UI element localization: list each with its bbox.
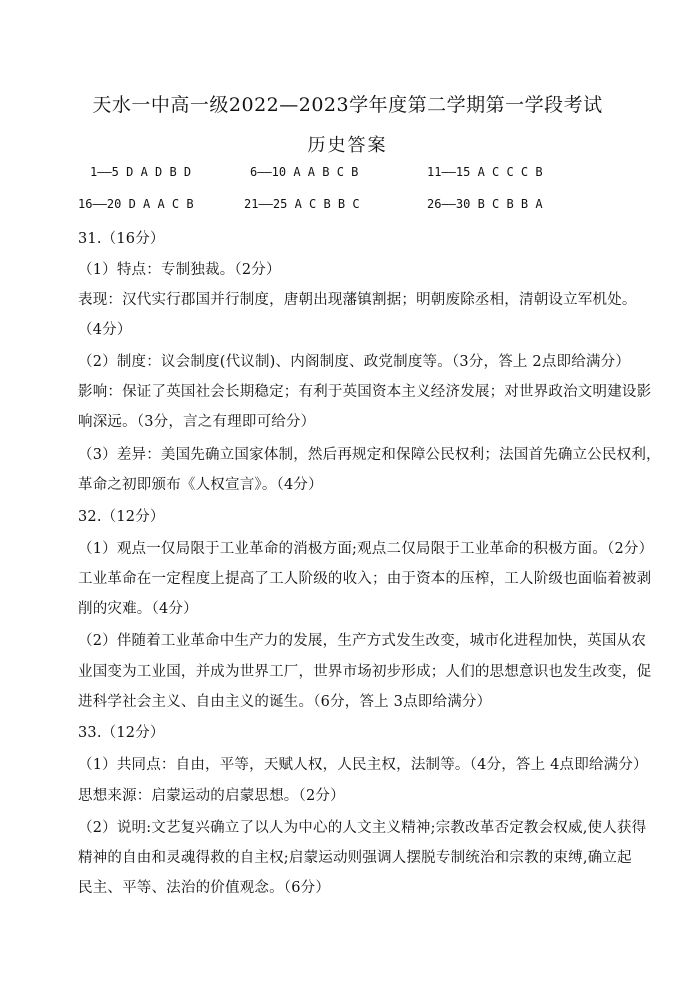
- answer-group-6-10: 6——10 A A B C B: [250, 165, 359, 179]
- q31-part3-difference-cont: 革命之初即颁布《人权宣言》。（4分）: [78, 477, 323, 493]
- q32-part1-viewpoint: （1）观点一仅局限于工业革命的消极方面;观点二仅局限于工业革命的积极方面。（2分）: [78, 541, 654, 557]
- q33-part1-source: 思想来源：启蒙运动的启蒙思想。（2分）: [78, 788, 345, 804]
- q32-header: 32.（12分）: [78, 509, 165, 525]
- answer-group-16-20: 16——20 D A A C B: [78, 197, 194, 211]
- q33-part2-explanation-cont1: 精神的自由和灵魂得救的自主权;启蒙运动则强调人摆脱专制统治和宗教的束缚,确立起: [78, 850, 632, 866]
- q31-part2-system: （2）制度：议会制度(代议制)、内阁制度、政党制度等。（3分，答上 2点即给满分）: [78, 354, 631, 370]
- q33-part1-common-points: （1）共同点：自由，平等，天赋人权，人民主权，法制等。（4分，答上 4点即给满分）: [78, 757, 648, 773]
- q33-part2-explanation-cont2: 民主、平等、法治的价值观念。（6分）: [78, 880, 331, 896]
- q31-part1-feature: （1）特点：专制独裁。（2分）: [78, 262, 281, 278]
- q32-part1-analysis: 工业革命在一定程度上提高了工人阶级的收入；由于资本的压榨，工人阶级也面临着被剥: [78, 571, 652, 587]
- exam-title: 天水一中高一级2022—2023学年度第二学期第一学段考试: [92, 94, 603, 116]
- answer-group-26-30: 26——30 B C B B A: [427, 197, 543, 211]
- q31-part2-impact-cont: 响深远。（3分，言之有理即可给分）: [78, 414, 316, 430]
- q32-part1-analysis-cont: 削的灾难。（4分）: [78, 601, 198, 617]
- q31-part1-score: （4分）: [78, 322, 132, 338]
- answer-group-21-25: 21——25 A C B B C: [244, 197, 360, 211]
- q31-part1-performance: 表现：汉代实行郡国并行制度，唐朝出现藩镇割据；明朝废除丞相，清朝设立军机处。: [78, 292, 637, 308]
- q31-part3-difference: （3）差异：美国先确立国家体制，然后再规定和保障公民权利；法国首先确立公民权利，: [78, 447, 661, 463]
- q33-part2-explanation: （2）说明:文艺复兴确立了以人为中心的人文主义精神;宗教改革否定教会权威,使人获得: [78, 820, 647, 836]
- answer-group-1-5: 1——5 D A D B D: [90, 165, 192, 179]
- q32-part2-impact-cont2: 进科学社会主义、自由主义的诞生。（6分，答上 3点即给满分）: [78, 694, 492, 710]
- exam-subtitle: 历史答案: [307, 135, 388, 156]
- q32-part2-impact: （2）伴随着工业革命中生产力的发展，生产方式发生改变，城市化进程加快，英国从农: [78, 633, 647, 649]
- q33-header: 33.（12分）: [78, 725, 165, 741]
- q31-header: 31.（16分）: [78, 231, 165, 247]
- q31-part2-impact: 影响：保证了英国社会长期稳定；有利于英国资本主义经济发展；对世界政治文明建设影: [78, 384, 652, 400]
- answer-group-11-15: 11——15 A C C C B: [427, 165, 543, 179]
- q32-part2-impact-cont1: 业国变为工业国，并成为世界工厂，世界市场初步形成；人们的思想意识也发生改变，促: [78, 664, 652, 680]
